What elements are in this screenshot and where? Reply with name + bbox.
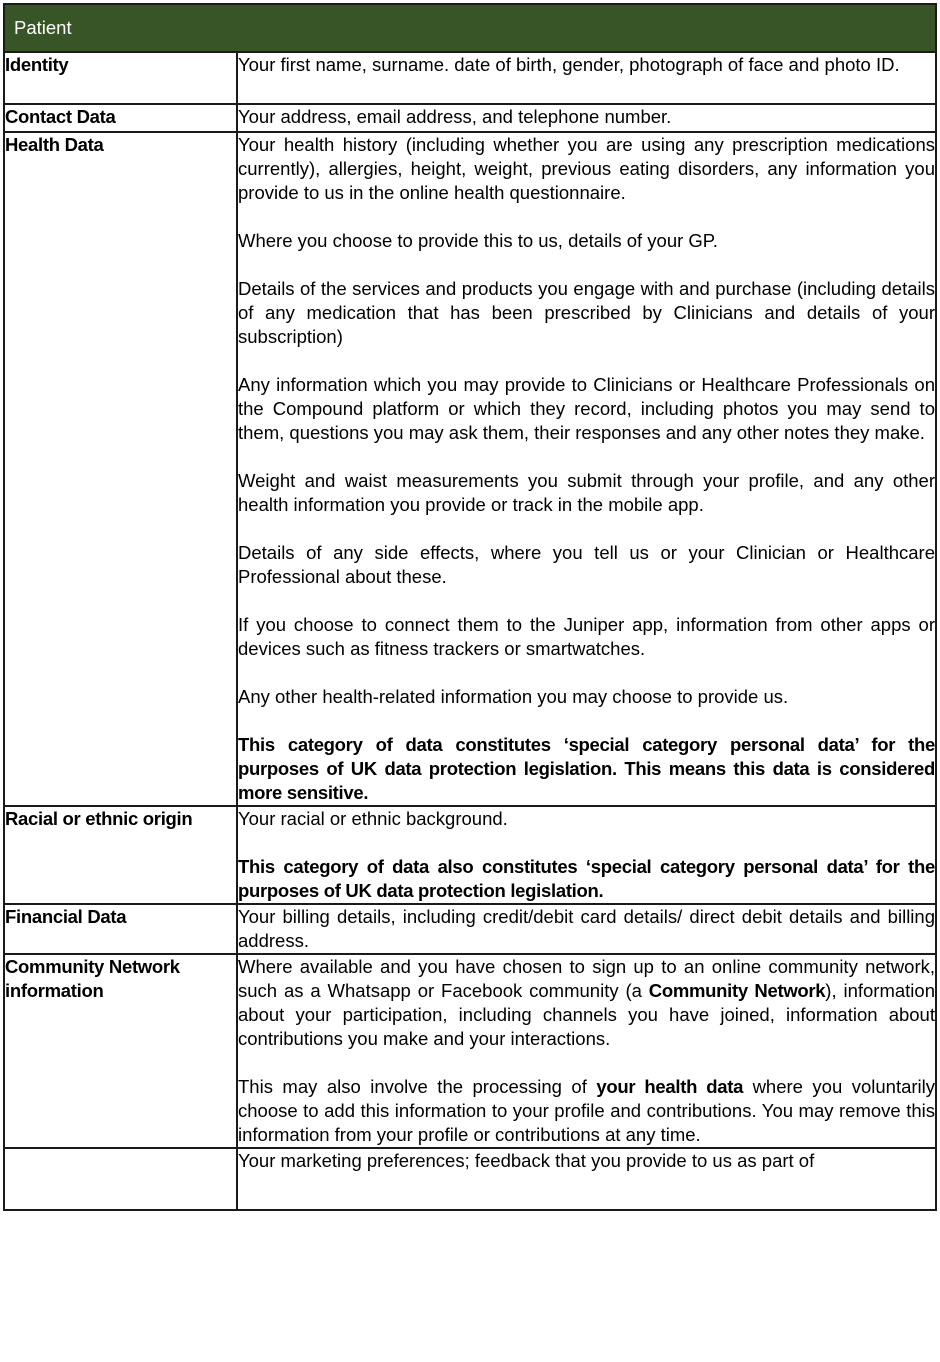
description-paragraph: Your billing details, including credit/debit card details/ direct debit details and billing address. <box>238 906 935 951</box>
row-description <box>237 904 936 954</box>
row-description <box>237 954 936 1148</box>
patient-data-table <box>3 3 937 1211</box>
description-paragraph: Any information which you may provide to Clinicians or Healthcare Professionals on the Compound platform or which they record, including photos you may send to them, questions you may ask them, their responses and any other notes they make. <box>238 374 935 443</box>
table-row-marketing <box>4 1148 936 1210</box>
description-paragraph <box>238 1075 935 1147</box>
description-paragraph: Your first name, surname. date of birth, gender, photograph of face and photo ID. <box>238 54 900 75</box>
row-label <box>4 1148 237 1210</box>
table-row-contact-data <box>4 104 936 132</box>
row-description <box>237 132 936 806</box>
row-label: Financial Data <box>4 904 237 954</box>
table-header-patient: Patient <box>4 4 936 52</box>
row-description <box>237 806 936 904</box>
table-row-identity <box>4 52 936 104</box>
description-paragraph: If you choose to connect them to the Juniper app, information from other apps or devices such as fitness trackers or smartwatches. <box>238 614 935 659</box>
row-label: Contact Data <box>4 104 237 132</box>
row-description <box>237 52 936 104</box>
description-paragraph: Details of the services and products you engage with and purchase (including details of any medication that has been prescribed by Clinicians and details of your subscription) <box>238 278 935 347</box>
table-row-health-data <box>4 132 936 806</box>
table-header-row <box>4 4 936 52</box>
description-paragraph <box>238 955 935 1051</box>
row-label: Identity <box>4 52 237 104</box>
row-description <box>237 104 936 132</box>
description-paragraph: Weight and waist measurements you submit through your profile, and any other health information you provide or track in the mobile app. <box>238 470 935 515</box>
description-paragraph: Your health history (including whether you are using any prescription medications currently), allergies, height, weight, previous eating disorders, any information you provide to us in the online health questionnaire. <box>238 134 935 203</box>
table-row-community-network <box>4 954 936 1148</box>
special-category-notice: This category of data also constitutes ‘special category personal data’ for the purposes of UK data protection legislation. <box>238 856 935 901</box>
row-label: Community Network information <box>4 954 237 1148</box>
table-row-racial-ethnic-origin <box>4 806 936 904</box>
defined-term-community-network: Community Network <box>648 980 826 1001</box>
description-paragraph: Your racial or ethnic background. <box>238 808 508 829</box>
row-label: Health Data <box>4 132 237 806</box>
description-paragraph: Your address, email address, and telephone number. <box>238 106 672 127</box>
text-segment: ), information about your participation, including channels you have joined, information about contributions you make and your interactions. <box>238 980 935 1049</box>
defined-term-health-data: your health data <box>596 1076 744 1097</box>
description-paragraph: Your marketing preferences; feedback that you provide to us as part of <box>238 1150 815 1171</box>
table-row-financial-data <box>4 904 936 954</box>
row-description <box>237 1148 936 1210</box>
description-paragraph: Any other health-related information you may choose to provide us. <box>238 686 789 707</box>
text-segment: Where available and you have chosen to sign up to an online community network, such as a Whatsapp or Facebook community (a <box>238 956 935 1001</box>
text-segment: This may also involve the processing of <box>238 1076 597 1097</box>
row-label: Racial or ethnic origin <box>4 806 237 904</box>
text-segment: where you voluntarily choose to add this information to your profile and contributions. You may remove this information from your profile or contributions at any time. <box>238 1076 936 1145</box>
description-paragraph: Details of any side effects, where you tell us or your Clinician or Healthcare Professional about these. <box>238 542 935 587</box>
special-category-notice: This category of data constitutes ‘special category personal data’ for the purposes of UK data protection legislation. This means this data is considered more sensitive. <box>238 734 935 803</box>
description-paragraph: Where you choose to provide this to us, details of your GP. <box>238 230 718 251</box>
